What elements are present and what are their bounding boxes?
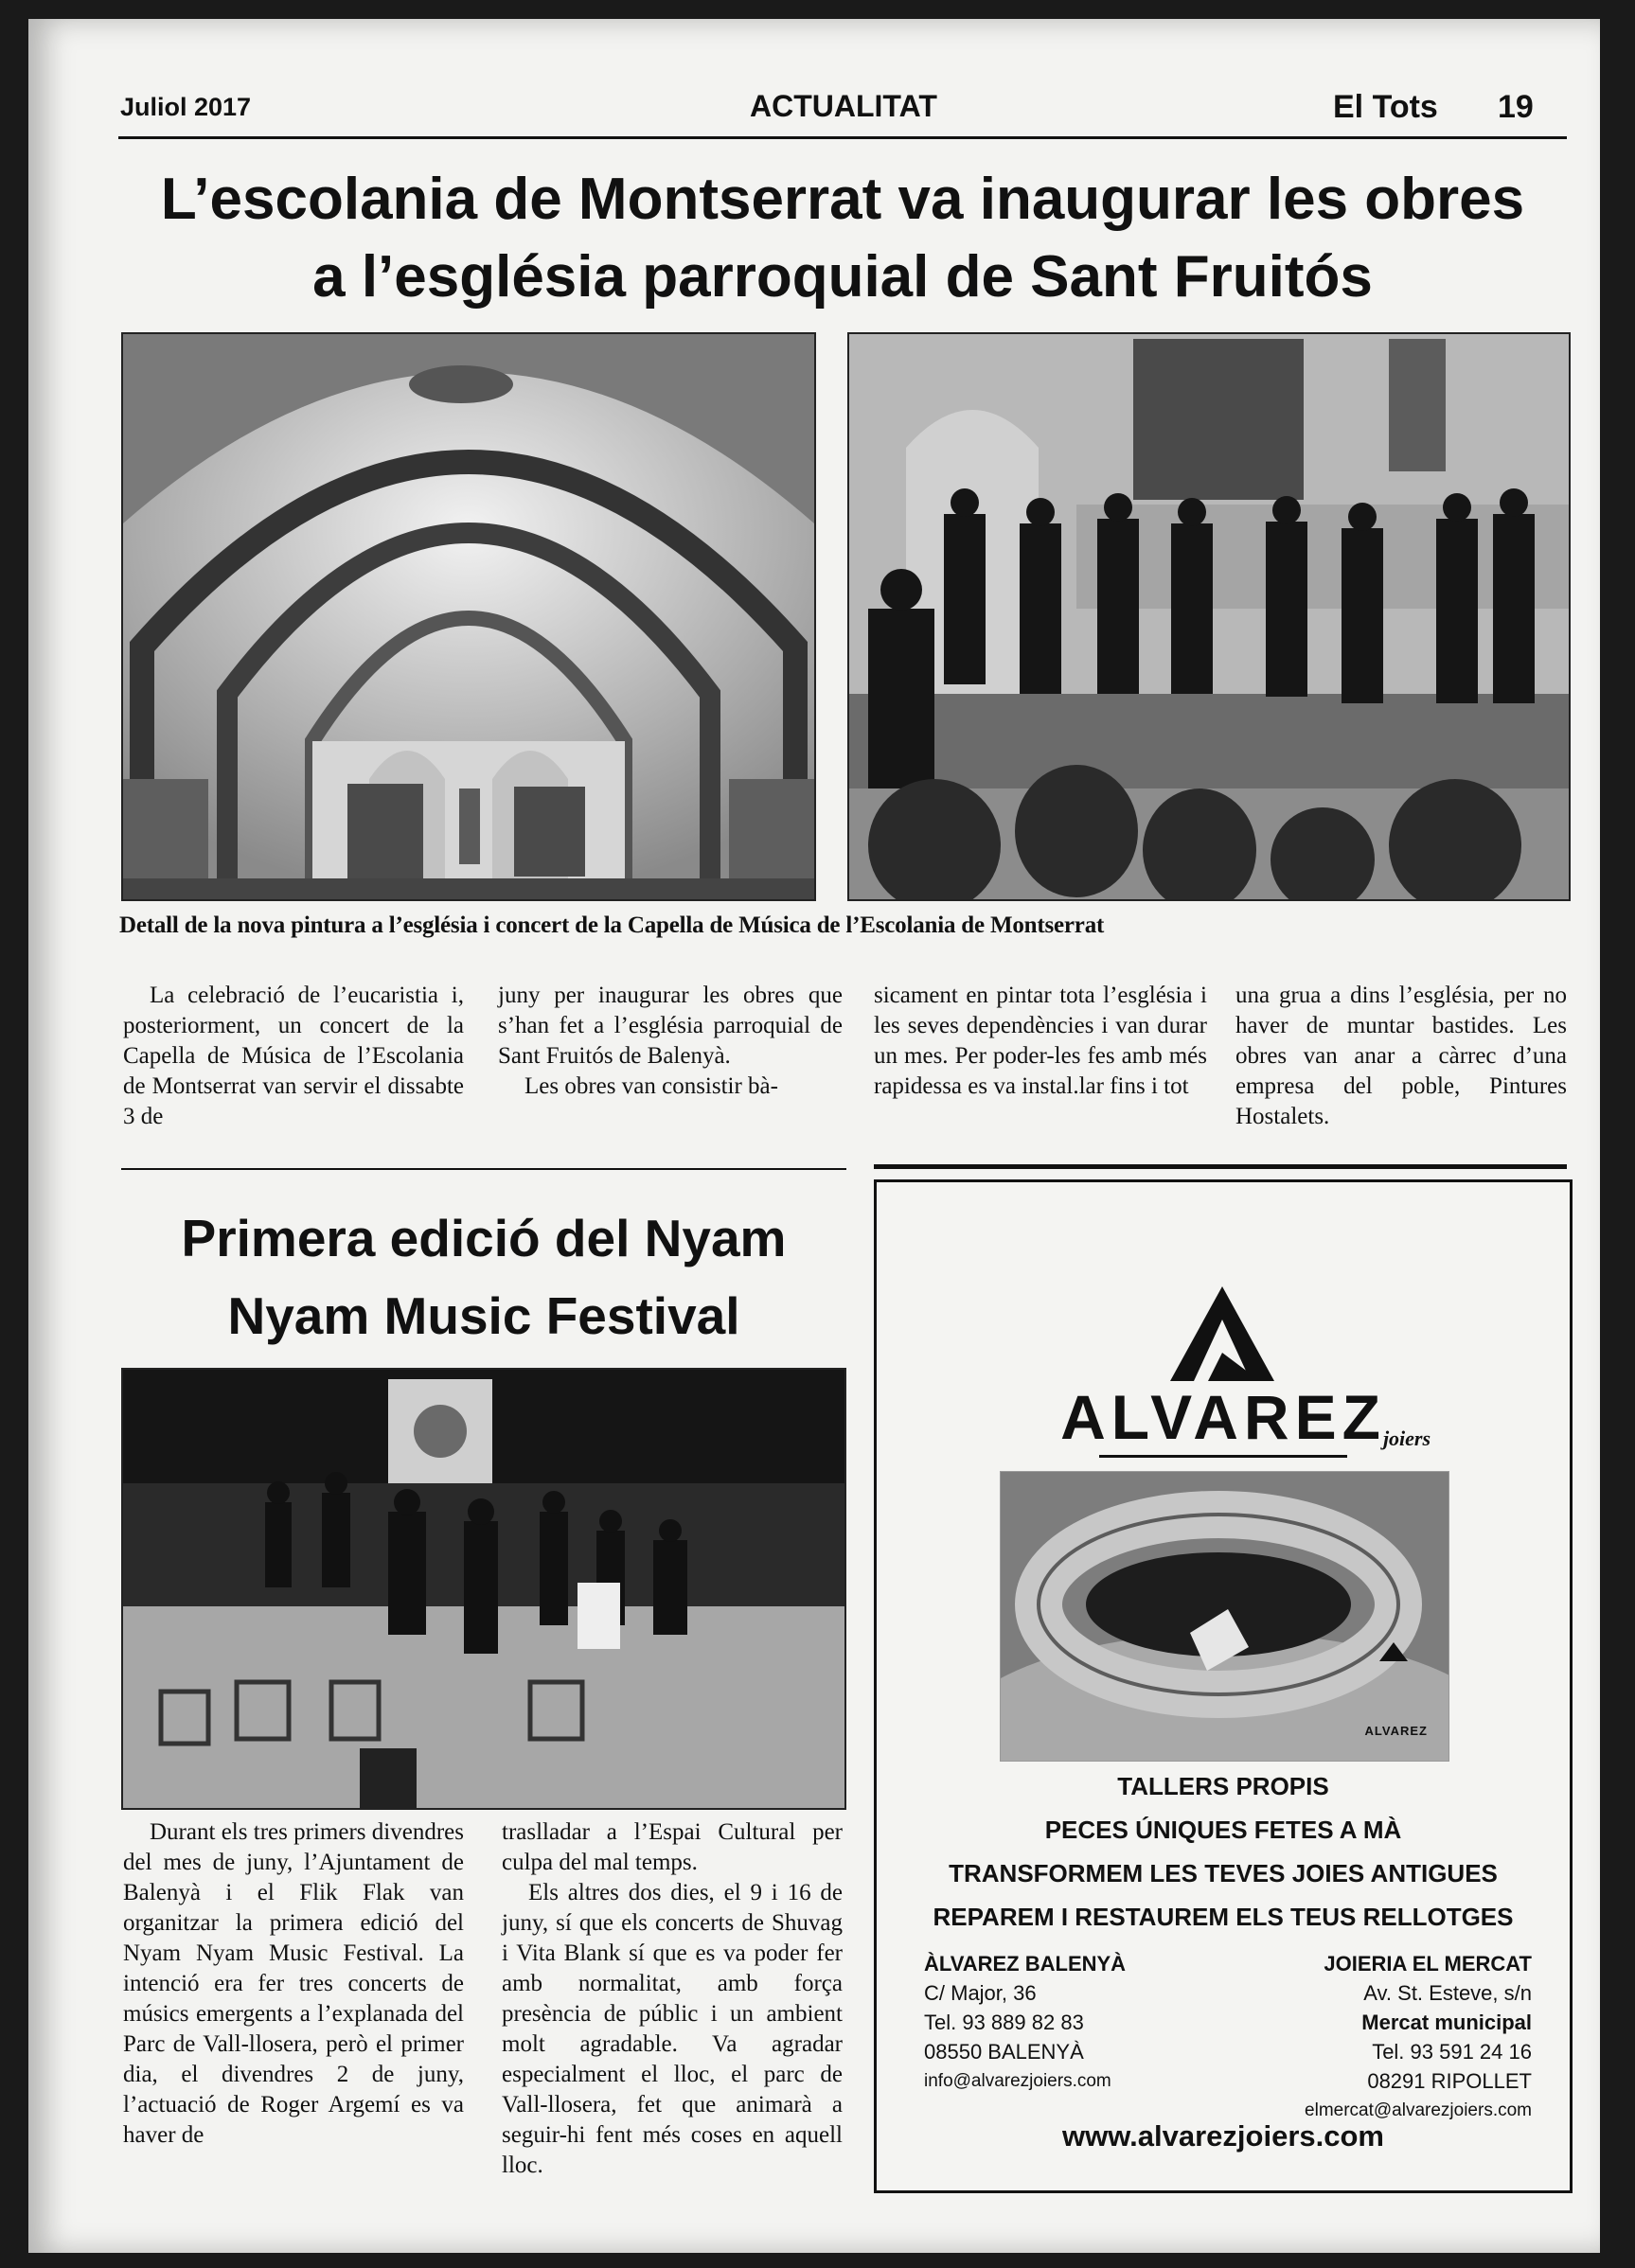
article1-paragraph: juny per inaugurar les obres que s’han fet a l’església parroquial de Sant Fruitós de Balenyà. — [498, 983, 843, 1069]
header-publication: El Tots — [1333, 89, 1438, 125]
article1-paragraph: sicament en pintar tota l’església i les seves dependències i van durar un mes. Per poder-les fes amb més rapidessa es va instal.lar fins i tot — [874, 983, 1207, 1099]
choir-concert-image — [849, 334, 1569, 899]
store-balenya-email: info@alvarezjoiers.com — [924, 2071, 1111, 2091]
store-mercat-city: 08291 RIPOLLET — [1367, 2069, 1532, 2093]
article2-top-rule — [121, 1168, 846, 1170]
store-mercat-place: Mercat municipal — [1361, 2011, 1532, 2034]
brand-rule — [1099, 1455, 1347, 1458]
article2-column-1 — [123, 1817, 464, 2151]
article1-paragraph: Les obres van consistir bà- — [524, 1073, 778, 1099]
article1-column-1 — [123, 981, 464, 1132]
article2-title-line1: Primera edició del Nyam — [181, 1209, 787, 1267]
store-balenya-city: 08550 BALENYÀ — [924, 2040, 1084, 2064]
ad-line-4: REPAREM I RESTAUREM ELS TEUS RELLOTGES — [933, 1903, 1514, 1931]
alvarez-brand-sub: joiers — [1382, 1426, 1431, 1450]
ad-website: www.alvarezjoiers.com — [1061, 2119, 1384, 2153]
store-balenya — [924, 1949, 1208, 2096]
store-mercat — [1248, 1949, 1532, 2125]
article2-title-line2: Nyam Music Festival — [227, 1286, 740, 1345]
photo-caption: Detall de la nova pintura a l’església i concert de la Capella de Música de l’Escolania de Montserrat — [119, 913, 1105, 938]
ad-top-rule — [874, 1164, 1567, 1169]
newspaper-page — [28, 19, 1600, 2253]
article2-paragraph: Els altres dos dies, el 9 i 16 de juny, sí que els concerts de Shuvag i Vita Blank sí que es va poder fer amb normalitat, amb força presència de públic i un ambient molt agradable. Va agradar especialment el lloc, el parc de Vall-llosera, fet que animarà a seguir-hi fent més coses en aquell lloc. — [502, 1880, 843, 2178]
store-mercat-phone: Tel. 93 591 24 16 — [1372, 2040, 1532, 2064]
festival-image — [123, 1370, 844, 1808]
article1-title-line2: a l’església parroquial de Sant Fruitós — [312, 244, 1373, 310]
article2-paragraph: Durant els tres primers divendres del mes de juny, l’Ajuntament de Balenyà i el Flik Flak van organitzar la primera edició del Nyam Nyam Music Festival. La intenció era fer tres concerts de músics emergents a l’explanada del Parc de Vall-llosera, però el primer dia, el divendres 2 de juny, l’actuació de Roger Argemí es va haver de — [123, 1819, 464, 2148]
header-date: Juliol 2017 — [120, 93, 252, 121]
ad-line-1: TALLERS PROPIS — [1117, 1772, 1329, 1800]
article2-paragraph: traslladar a l’Espai Cultural per culpa del mal temps. — [502, 1819, 843, 1875]
alvarez-brand: ALVAREZ — [1060, 1382, 1386, 1452]
article1-column-2 — [498, 981, 843, 1102]
alvarez-advertisement — [874, 1179, 1573, 2193]
header-rule — [118, 136, 1567, 139]
article1-paragraph: La celebració de l’eucaristia i, posteriorment, un concert de la Capella de Música de l’Escolania de Montserrat van servir el dissabte 3 de — [123, 983, 464, 1129]
header-section: ACTUALITAT — [750, 89, 937, 123]
store-mercat-email: elmercat@alvarezjoiers.com — [1305, 2100, 1532, 2120]
ring-image — [1001, 1472, 1448, 1761]
store-balenya-address: C/ Major, 36 — [924, 1981, 1037, 2005]
church-interior-image — [123, 334, 814, 899]
choir-concert-photo — [847, 332, 1571, 901]
store-mercat-name: JOIERIA EL MERCAT — [1324, 1952, 1532, 1976]
article2-column-2 — [502, 1817, 843, 2181]
store-balenya-name: ÀLVAREZ BALENYÀ — [924, 1952, 1127, 1976]
ad-line-2: PECES ÚNIQUES FETES A MÀ — [1044, 1816, 1402, 1844]
ad-line-3: TRANSFORMEM LES TEVES JOIES ANTIGUES — [949, 1859, 1498, 1887]
header-page-number: 19 — [1498, 89, 1534, 125]
church-interior-photo — [121, 332, 816, 901]
article1-column-3 — [874, 981, 1207, 1102]
article1-column-4 — [1235, 981, 1567, 1132]
ring-photo — [1000, 1471, 1449, 1762]
article1-title-line1: L’escolania de Montserrat va inaugurar les obres — [160, 167, 1525, 232]
alvarez-logo-icon — [1170, 1286, 1274, 1381]
ring-photo-brand: ALVAREZ — [1364, 1724, 1428, 1738]
store-mercat-address: Av. St. Esteve, s/n — [1363, 1981, 1532, 2005]
festival-photo — [121, 1368, 846, 1810]
store-balenya-phone: Tel. 93 889 82 83 — [924, 2011, 1084, 2034]
article1-paragraph: una grua a dins l’església, per no haver de muntar bastides. Les obres van anar a càrrec d’una empresa del poble, Pintures Hostalets. — [1235, 983, 1567, 1129]
